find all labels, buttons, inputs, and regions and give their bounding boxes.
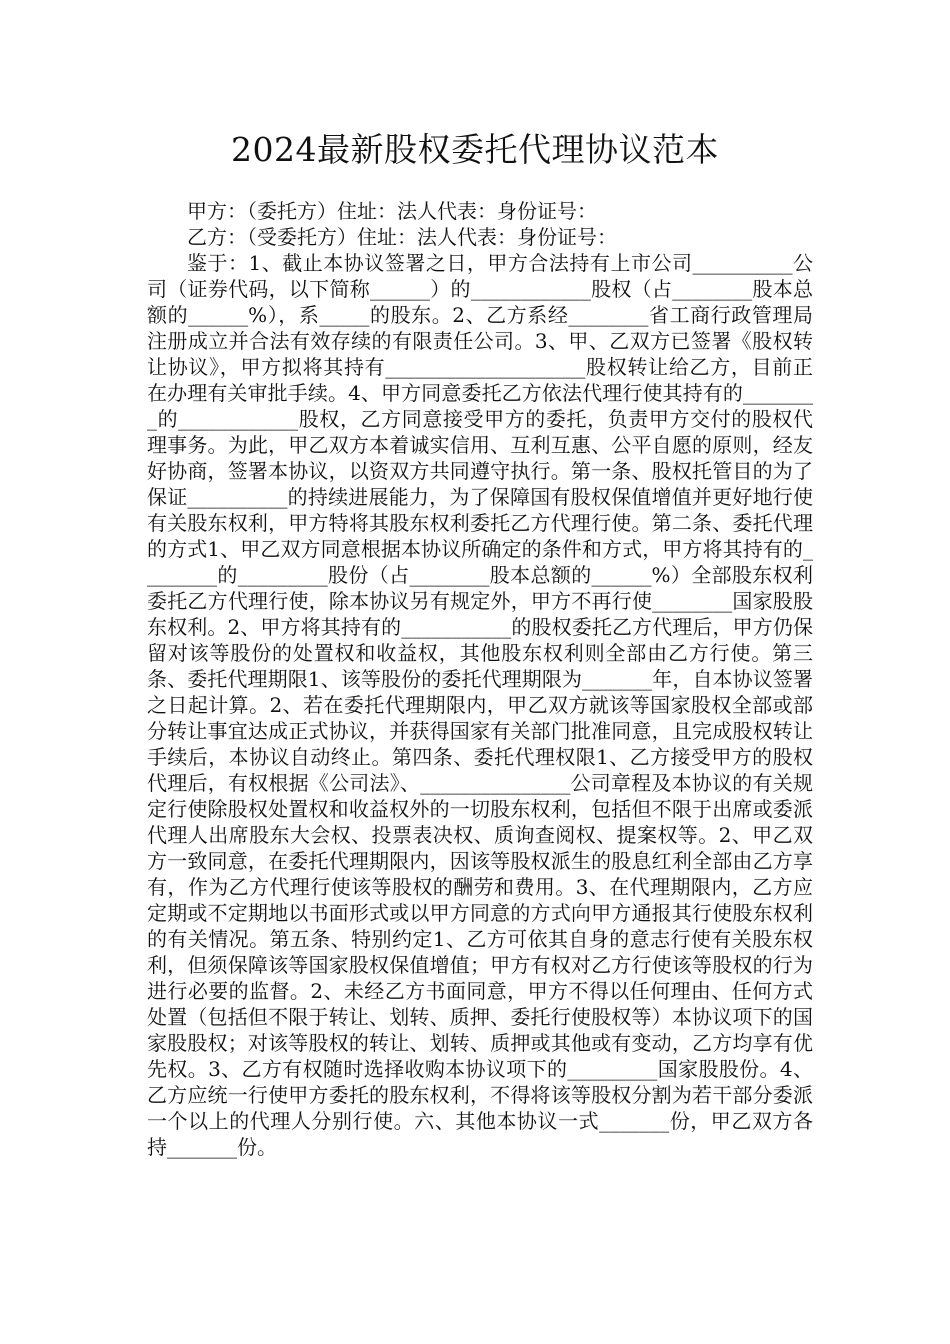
party-b-line: 乙方：（受委托方）住址：法人代表：身份证号：: [187, 225, 617, 249]
document-body: [147, 198, 813, 1160]
agreement-main-text: 鉴于：1、截止本协议签署之日，甲方合法持有上市公司__________公司（证券代码，以下简称______）的____________股权（占________股本总额的______%），系_____的股东。2、乙方系经________省工商行政管理局注册成立并合法有效存续的有限责任公司。3、甲、乙双方已签署《股权转让协议》，甲方拟将其持有____________________股权转让给乙方，目前正在办理有关审批手续。4、甲方同意委托乙方依法代理行使其持有的________的____________股权，乙方同意接受甲方的委托，负责甲方交付的股权代理事务。为此，甲乙双方本着诚实信用、互利互惠、公平自愿的原则，经友好协商，签署本协议，以资双方共同遵守执行。第一条、股权托管目的为了保证__________的持续进展能力，为了保障国有股权保值增值并更好地行使有关股东权利，甲方特将其股东权利委托乙方代理行使。第二条、委托代理的方式1、甲乙双方同意根据本协议所确定的条件和方式，甲方将其持有的________的_________股份（占________股本总额的______%）全部股东权利委托乙方代理行使，除本协议另有规定外，甲方不再行使________国家股股东权利。2、甲方将其持有的___________的股权委托乙方代理后，甲方仍保留对该等股份的处置权和收益权，其他股东权利则全部由乙方行使。第三条、委托代理期限1、该等股份的委托代理期限为_______年，自本协议签署之日起计算。2、若在委托代理期限内，甲乙双方就该等国家股权全部或部分转让事宜达成正式协议，并获得国家有关部门批准同意，且完成股权转让手续后，本协议自动终止。第四条、委托代理权限1、乙方接受甲方的股权代理后，有权根据《公司法》、_______________公司章程及本协议的有关规定行使除股权处置权和收益权外的一切股东权利，包括但不限于出席或委派代理人出席股东大会权、投票表决权、质询查阅权、提案权等。2、甲乙双方一致同意，在委托代理期限内，因该等股权派生的股息红利全部由乙方享有，作为乙方代理行使该等股权的酬劳和费用。3、在代理期限内，乙方应定期或不定期地以书面形式或以甲方同意的方式向甲方通报其行使股东权利的有关情况。第五条、特别约定1、乙方可依其自身的意志行使有关股东权利，但须保障该等国家股权保值增值；甲方有权对乙方行使该等股权的行为进行必要的监督。2、未经乙方书面同意，甲方不得以任何理由、任何方式处置（包括但不限于转让、划转、质押、委托行使股权等）本协议项下的国家股股权；对该等股权的转让、划转、质押或其他或有变动，乙方均享有优先权。3、乙方有权随时选择收购本协议项下的_________国家股股份。4、乙方应统一行使甲方委托的股东权利，不得将该等股权分割为若干部分委派一个以上的代理人分别行使。六、其他本协议一式_______份，甲乙双方各持_______份。: [147, 251, 813, 1159]
party-a-line: 甲方：（委托方）住址：法人代表：身份证号：: [187, 199, 597, 223]
document-title: 2024最新股权委托代理协议范本: [231, 130, 719, 169]
